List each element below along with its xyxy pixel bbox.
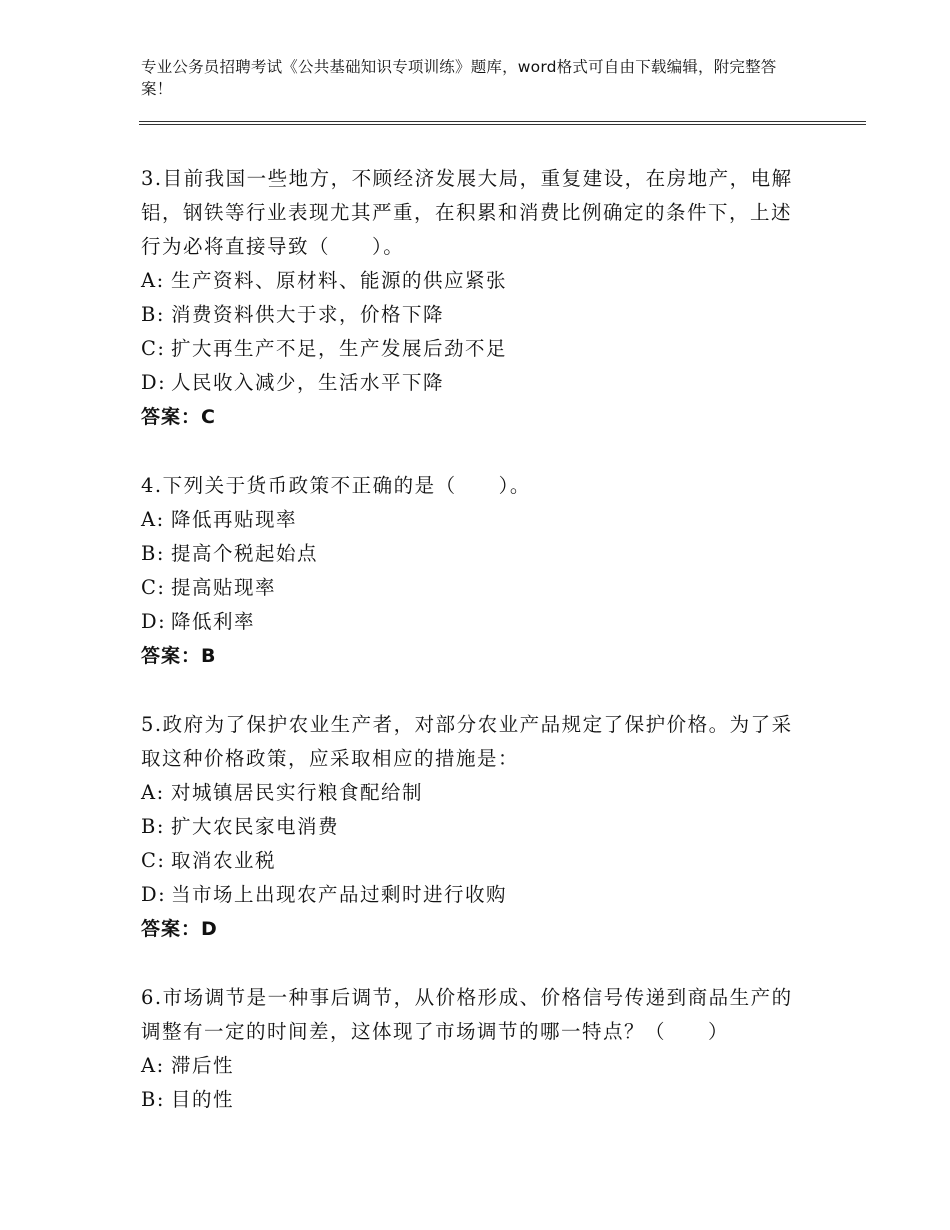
question-stem: 6.市场调节是一种事后调节，从价格形成、价格信号传递到商品生产的调整有一定的时间差，这体现了市场调节的哪一特点？（ ） — [141, 986, 793, 1043]
option-key: A: — [141, 1054, 165, 1077]
question-3 — [141, 162, 821, 434]
option-key: C: — [141, 849, 166, 872]
question-6 — [141, 981, 821, 1117]
question-stem: 5.政府为了保护农业生产者，对部分农业产品规定了保护价格。为了采取这种价格政策，应采取相应的措施是： — [141, 713, 793, 770]
option-key: D: — [141, 371, 167, 394]
option-a — [141, 264, 821, 298]
option-text: 目的性 — [171, 1088, 235, 1111]
option-b — [141, 810, 821, 844]
answer-label: 答案：B — [141, 645, 217, 667]
option-text: 降低利率 — [171, 610, 256, 633]
question-5 — [141, 708, 821, 946]
option-d — [141, 605, 821, 639]
option-text: 消费资料供大于求，价格下降 — [171, 303, 445, 326]
option-a — [141, 503, 821, 537]
option-key: B: — [141, 303, 165, 326]
option-text: 扩大农民家电消费 — [171, 815, 340, 838]
option-text: 降低再贴现率 — [171, 508, 298, 531]
option-key: D: — [141, 610, 167, 633]
option-text: 提高个税起始点 — [171, 542, 319, 565]
option-c — [141, 332, 821, 366]
option-a — [141, 1049, 821, 1083]
option-key: A: — [141, 508, 165, 531]
option-a — [141, 776, 821, 810]
option-text: 滞后性 — [171, 1054, 235, 1077]
option-d — [141, 878, 821, 912]
option-text: 扩大再生产不足，生产发展后劲不足 — [171, 337, 508, 360]
question-stem: 4.下列关于货币政策不正确的是（ ）。 — [141, 474, 531, 497]
option-key: B: — [141, 1088, 165, 1111]
option-key: C: — [141, 576, 166, 599]
option-b — [141, 1083, 821, 1117]
option-text: 生产资料、原材料、能源的供应紧张 — [171, 269, 508, 292]
option-d — [141, 366, 821, 400]
option-text: 提高贴现率 — [171, 576, 277, 599]
option-c — [141, 844, 821, 878]
document-header: 专业公务员招聘考试《公共基础知识专项训练》题库，word格式可自由下载编辑，附完整答案！ — [141, 58, 777, 98]
question-stem: 3.目前我国一些地方，不顾经济发展大局，重复建设，在房地产，电解铝，钢铁等行业表现尤其严重，在积累和消费比例确定的条件下，上述行为必将直接导致（ ）。 — [141, 167, 793, 258]
option-key: C: — [141, 337, 166, 360]
option-key: D: — [141, 883, 167, 906]
option-text: 对城镇居民实行粮食配给制 — [171, 781, 424, 804]
option-c — [141, 571, 821, 605]
header-divider-top — [139, 121, 866, 122]
option-key: A: — [141, 781, 165, 804]
option-text: 当市场上出现农产品过剩时进行收购 — [171, 883, 508, 906]
option-key: B: — [141, 542, 165, 565]
option-key: A: — [141, 269, 165, 292]
option-text: 取消农业税 — [171, 849, 277, 872]
question-4 — [141, 469, 821, 673]
option-text: 人民收入减少，生活水平下降 — [171, 371, 445, 394]
option-b — [141, 298, 821, 332]
option-b — [141, 537, 821, 571]
answer-label: 答案：D — [141, 918, 218, 940]
option-key: B: — [141, 815, 165, 838]
answer-label: 答案：C — [141, 406, 216, 428]
header-divider-bottom — [139, 124, 866, 125]
